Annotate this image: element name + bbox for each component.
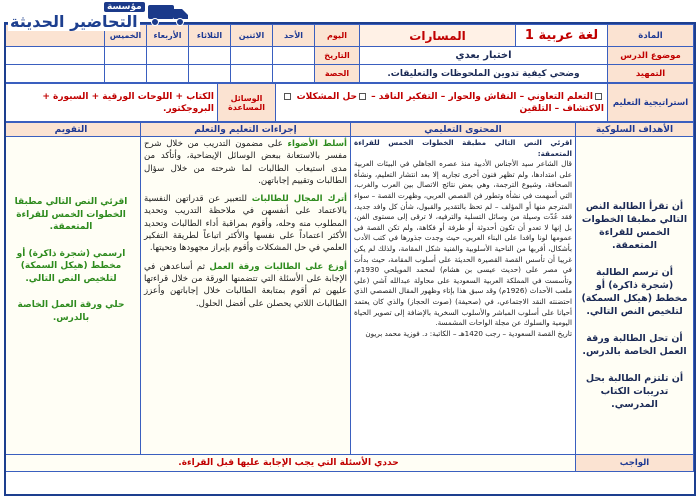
lesson-label: موضوع الدرس [608, 47, 694, 65]
day-monday: الاثنين [231, 25, 273, 47]
paths-label: المسارات [360, 25, 516, 47]
content-reference: تاريخ القصة السعودية – رجب 1420هـ – الكاتبة: د. فوزية محمد بريون [365, 328, 572, 338]
content-cell [351, 137, 576, 455]
lesson-plan-sheet [4, 22, 696, 496]
strategy-item: حل المشكلات [296, 91, 357, 102]
day-thursday: الخميس [105, 25, 147, 47]
main-table [4, 122, 694, 472]
procedure-text: ثم أساعدهن في الإجابة على الأسئلة التي تتضمنها الورقة من خلال قراءتها عليهن ثم أقوم بمتابعة الطالبات خلال إجاباتهن وأعزز الطالبات اللاتي يحصلن على أفضل الحلول. [144, 261, 347, 309]
truck-icon [144, 3, 190, 27]
procedure-step [144, 193, 347, 254]
date-label: التاريخ [315, 47, 360, 65]
date-cell-2 [231, 47, 273, 65]
period-label: الحصة [315, 65, 360, 83]
strategy-item: التفكير الناقد [378, 91, 438, 102]
date-cell-6 [4, 47, 105, 65]
date-cell-1 [273, 47, 315, 65]
procedure-text: على مضمون التدريب من خلال شرح مفسر بالاستعانة ببعض الوسائل الإيضاحية، وأتأكد من مدى استيعاب الطالبات لما شرحته من خلال سؤال الطالبات وتقييم إجاباتهن. [144, 139, 347, 186]
procedure-step [144, 138, 347, 187]
evaluation-cell [4, 137, 141, 455]
subject-label: المادة [608, 25, 694, 47]
strategy-item: النقاش والحوار [448, 91, 517, 102]
procedure-step [144, 261, 347, 310]
period-cell-6 [4, 65, 105, 83]
col-evaluation-header: التقويم [4, 123, 141, 137]
means-value: الكتاب + اللوحات الورقية + السبورة + البروجكتور. [4, 84, 218, 122]
period-cell-2 [231, 65, 273, 83]
goals-cell [576, 137, 694, 455]
site-logo [8, 2, 193, 34]
goal-item: أن تقرأ الطالبة النص التالي مطبقا الخطوات الخمس للقراءة المتعمقة. [581, 201, 688, 251]
col-content-header: المحتوى التعليمي [351, 123, 576, 137]
lesson-value: اختبار بعدي [360, 47, 608, 65]
homework-value: حددي الأسئلة التي يجب الإجابة عليها قبل القراءة. [4, 455, 576, 472]
col-goals-header: الأهداف السلوكية [576, 123, 694, 137]
date-cell-5 [105, 47, 147, 65]
evaluation-item: حلي ورقة العمل الخاصة بالدرس. [17, 300, 125, 323]
procedure-head: أسلط الأضواء [287, 139, 347, 149]
goal-item: أن تحل الطالبة ورقة العمل الخاصة بالدرس. [582, 333, 687, 357]
strategies-list: التعلم التعاوني – النقاش والحوار – التفكير الناقد – حل المشكلات الاكتشاف – التلقين [276, 84, 608, 122]
period-cell-4 [147, 65, 189, 83]
date-cell-3 [189, 47, 231, 65]
checkbox-icon [284, 93, 291, 100]
checkbox-icon [359, 93, 366, 100]
content-intro: اقرئي النص التالي مطبقة الخطوات الخمس للقراءة المتعمقة: [354, 138, 572, 158]
procedure-head: أترك المجال للطالبات [251, 194, 347, 205]
evaluation-item: اقرئي النص التالي مطبقا الخطوات الخمس للقراءة المتعمقة. [14, 197, 128, 232]
procedure-text: للتعبير عن قدراتهن النفسية بالاعتماد على أنفسهن في ملاحظة التدريب وتحديد المطلوب منه وحله، وأقوم بمراقبة أداء الطالبات وتحديد الأكثر اعتماداً على نفسها والأكثر اتباعاً لطريقة التفكير العلمي في حل المشكلات وأقوم بإبراز مجهودها وتحيتها. [144, 194, 347, 254]
day-tuesday: الثلاثاء [189, 25, 231, 47]
subject-value: لغة عربية 1 [516, 25, 608, 47]
content-body: قال الشاعر سيد الأجناس الأدبية منذ عصره الجاهلي في البيئات العربية على امتدادها، ولم تظهر فنون أخرى تجاريه إلا بعد انتشار التعليم، ونشأة الصحافة، وشيوع الترجمة، وهي بعض نتائج الاتصال بين العرب والغرب، التي أسهمت في نشأة وتطور فن القصص العربي، وظهرت القصة – سواء المترجم منها أو المؤلف – لم تحظ بالتقدير والقبول، شأن كل وافد جديد، فقد عُدّت وسيلة من وسائل التسلية والترفيه، لا ترقى إلى مستوى الفن، بل إنها لا تعدو أن تكون أحدوثة أو طرفة أو فكاهة، ولم تكن القصة في عمومها لونا وافدا على البناء العربي، حيث وجدت جذورها في كتب الأدب بأشكال، أقربها من الناحية الأسلوبية والفنية شكل المقامة، ولذلك لم يكن غريبا أن تأسس القصة القصيرة الحديثة على أسلوب المقامة، حيث بدأت في مصر على (حديث عيسى بن هشام) لمحمد المويلحي 1930م، وتأسست في المملكة العربية السعودية على محاولة عبدالله آشي (علي ملعب الأحداث (1926م) وقد سبق هذا بإتاء وظهور المقال القصصي الذي احتضنته النقد الاجتماعي، في (صحيفة) (صوت الحجاز) والذي كان يعتمد أحيانا على أسلوب المباشر والأسلوب السخرية بالإضافة إلى تصوير الحياة اليومية والسلوك عن مجلة الواحات المشمسة. [354, 159, 572, 328]
strategy-item: التلقين [519, 103, 552, 114]
period-cell-3 [189, 65, 231, 83]
strategy-item: التعلم التعاوني [527, 91, 593, 102]
day-label: اليوم [315, 25, 360, 47]
strategies-label: استراتيجية التعليم [608, 84, 694, 122]
day-sunday: الأحد [273, 25, 315, 47]
period-cell-1 [273, 65, 315, 83]
procedure-head: أوزع على الطالبات ورقة العمل [209, 261, 347, 272]
homework-label: الواجب [576, 455, 694, 472]
goal-item: أن تلتزم الطالبة بحل تدريبات الكتاب المدرسي. [585, 373, 684, 410]
period-cell-5 [105, 65, 147, 83]
day-wednesday: الأربعاء [147, 25, 189, 47]
checkbox-icon [595, 93, 602, 100]
strategy-item: الاكتشاف [562, 103, 604, 114]
means-label: الوسائل المساعدة [218, 84, 276, 122]
evaluation-item: ارسمي (شجرة ذاكرة) أو مخطط (هيكل السمكة) لتلخيص النص التالي. [16, 248, 126, 284]
procedures-cell [141, 137, 351, 455]
logo-top-label: مؤسسة [104, 2, 145, 12]
intro-label: التمهيد [608, 65, 694, 83]
goal-item: أن ترسم الطالبة (شجرة ذاكرة) أو مخطط (هيكل السمكة) لتلخيص النص التالي. [581, 267, 688, 317]
logo-main-label: التحاضير الحديثة [10, 12, 138, 31]
col-procedures-header: إجراءات التعليم والتعلم [141, 123, 351, 137]
strategy-table [4, 83, 694, 122]
date-cell-4 [147, 47, 189, 65]
intro-value: وضحي كيفية تدوين الملحوظات والتعليقات. [360, 65, 608, 83]
